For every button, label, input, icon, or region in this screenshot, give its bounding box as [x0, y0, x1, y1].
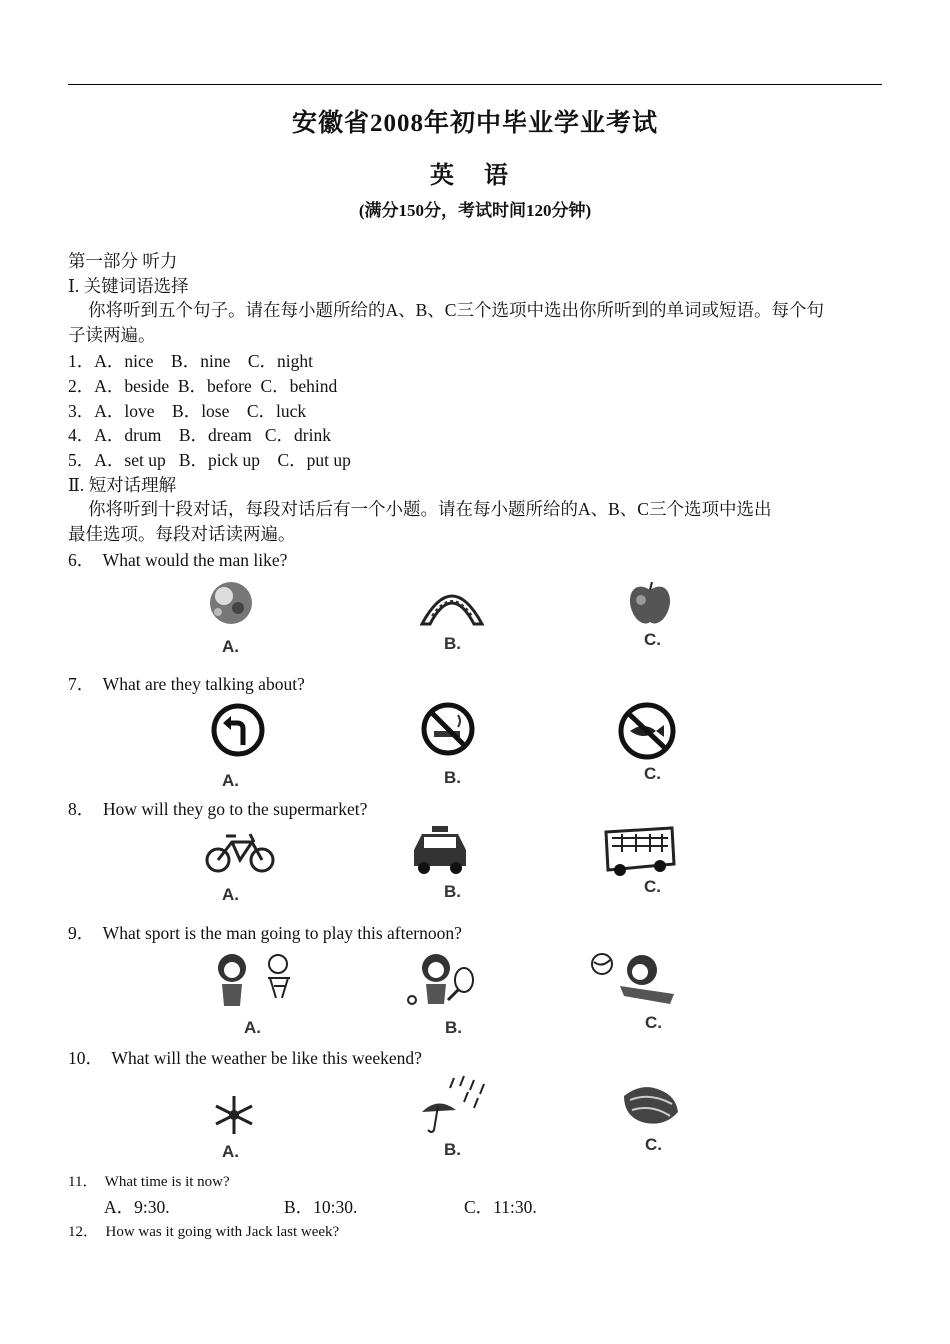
snow-icon [210, 1092, 258, 1138]
exam-title: 安徽省2008年初中毕业学业考试 [291, 110, 658, 137]
option-c-label: C. [644, 764, 661, 783]
option-c-label: C. [644, 877, 661, 896]
section1-instructions-cont: 子读两遍。 [68, 325, 156, 345]
question-11: 11． What time is it now? [68, 1174, 230, 1190]
question-11-option-c: C．11:30. [464, 1197, 537, 1217]
question-11-option-a: A．9:30. [104, 1197, 170, 1217]
no-left-turn-sign-icon [211, 703, 265, 757]
option-a-label: A. [222, 637, 239, 656]
option-c-label: C. [644, 630, 661, 649]
wind-icon [618, 1078, 682, 1134]
section1-heading: Ⅰ. 关键词语选择 [68, 276, 189, 296]
tennis-player-icon [404, 950, 480, 1014]
bicycle-icon [204, 824, 276, 876]
section2-instructions-cont: 最佳选项。每段对话读两遍。 [68, 524, 296, 544]
no-fishing-sign-icon [616, 701, 678, 761]
melon-icon [204, 578, 256, 628]
question-3: 3．A．love B．lose C．luck [68, 401, 307, 421]
option-b-label: B. [444, 882, 461, 901]
option-a-label: A. [244, 1018, 261, 1037]
section2-heading: Ⅱ. 短对话理解 [68, 475, 177, 495]
question-1: 1．A．nice B．nine C．night [68, 351, 313, 371]
option-a-label: A. [222, 771, 239, 790]
subject-title: 英 语 [430, 163, 520, 189]
question-10: 10． What will the weather be like this weekend? [68, 1048, 422, 1068]
question-2: 2．A．beside B．before C．behind [68, 376, 338, 396]
bus-icon [602, 824, 678, 880]
question-8: 8． How will they go to the supermarket? [68, 799, 368, 819]
option-a-label: A. [222, 885, 239, 904]
top-rule [68, 84, 882, 85]
apple-icon [625, 580, 675, 628]
taxi-icon [408, 824, 472, 876]
melon-slice-icon [418, 576, 486, 628]
exam-info: (满分150分，考试时间120分钟) [358, 201, 592, 220]
volleyball-player-icon [590, 950, 682, 1006]
part-heading: 第一部分 听力 [68, 251, 178, 271]
question-7: 7． What are they talking about? [68, 674, 305, 694]
option-c-label: C. [645, 1013, 662, 1032]
option-b-label: B. [445, 1018, 462, 1037]
option-b-label: B. [444, 768, 461, 787]
section1-instructions: 你将听到五个句子。请在每小题所给的A、B、C三个选项中选出你所听到的单词或短语。每个句 [88, 300, 824, 320]
option-c-label: C. [645, 1135, 662, 1154]
question-12: 12． How was it going with Jack last week? [68, 1224, 340, 1240]
option-b-label: B. [444, 1140, 461, 1159]
question-9: 9． What sport is the man going to play this afternoon? [68, 923, 462, 943]
question-5: 5．A．set up B．pick up C．put up [68, 450, 351, 470]
rain-icon [418, 1074, 492, 1136]
question-11-option-b: B．10:30. [284, 1197, 358, 1217]
question-4: 4．A．drum B．dream C．drink [68, 425, 331, 445]
option-b-label: B. [444, 634, 461, 653]
no-smoking-sign-icon [420, 701, 476, 757]
option-a-label: A. [222, 1142, 239, 1161]
question-6: 6． What would the man like? [68, 550, 288, 570]
basketball-player-icon [212, 950, 302, 1012]
section2-instructions: 你将听到十段对话，每段对话后有一个小题。请在每小题所给的A、B、C三个选项中选出 [88, 499, 772, 519]
